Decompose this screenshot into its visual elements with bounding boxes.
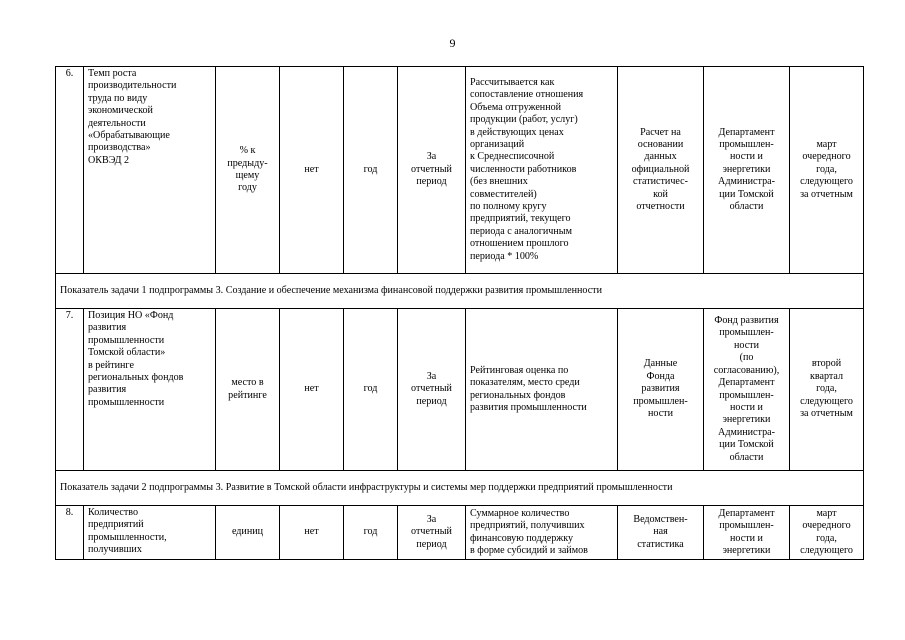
table-row: [56, 67, 864, 274]
time-cell: За отчетный период: [411, 370, 452, 407]
deadline-cell: март очередного года, следующего за отчетным: [800, 138, 853, 200]
method-cell: Рассчитывается как сопоставление отношения Объема отгруженной продукции (работ, услуг) в действующих ценах организаций к Среднесписочной численности работников (без внешних совместителей) по полному кругу предприятий, текущего периода с аналогичным отношением прошлого периода * 100%: [470, 76, 584, 262]
section-row: [56, 471, 864, 506]
source-cell: Данные Фонда развития промышлен- ности: [633, 358, 688, 420]
deadline-cell: второй квартал года, следующего за отчетным: [800, 358, 853, 420]
source-cell: Расчет на основании данных официальной статистичес- кой отчетности: [631, 126, 690, 213]
indicator-name: Количество предприятий промышленности, получивших: [88, 507, 167, 556]
method-cell: Рейтинговая оценка по показателям, место среди региональных фондов развития промышленности: [470, 364, 587, 413]
time-cell: За отчетный период: [411, 151, 452, 188]
responsible-cell: Фонд развития промышлен- ности (по согласованию), Департамент промышлен- ности и энергетики Администра- ции Томской области: [713, 315, 780, 463]
period-cell: год: [344, 67, 398, 274]
type-cell: нет: [280, 309, 344, 471]
period-cell: год: [344, 506, 398, 560]
period-cell: год: [344, 309, 398, 471]
table-row: [56, 309, 864, 471]
source-cell: Ведомствен- ная статистика: [633, 513, 688, 550]
unit-cell: место в рейтинге: [228, 377, 267, 401]
method-cell: Суммарное количество предприятий, получивших финансовую поддержку в форме субсидий и займов: [470, 507, 588, 556]
row-number: 6.: [56, 67, 84, 274]
deadline-cell: март очередного года, следующего: [800, 507, 853, 556]
responsible-cell: Департамент промышлен- ности и энергетики: [718, 507, 775, 556]
unit-cell: единиц: [216, 506, 280, 560]
row-number: 7.: [56, 309, 84, 471]
responsible-cell: Департамент промышлен- ности и энергетики Администра- ции Томской области: [718, 126, 775, 213]
page-number: 9: [449, 36, 456, 50]
unit-cell: % к предыду- щему году: [227, 145, 268, 194]
table-row: [56, 506, 864, 560]
time-cell: За отчетный период: [411, 513, 452, 550]
section-heading: Показатель задачи 1 подпрограммы 3. Создание и обеспечение механизма финансовой поддержки развития промышленности: [56, 274, 864, 309]
type-cell: нет: [280, 67, 344, 274]
indicators-table: [55, 66, 864, 560]
type-cell: нет: [280, 506, 344, 560]
indicator-name: Темп роста производительности труда по виду экономической деятельности «Обрабатывающие производства» ОКВЭД 2: [88, 68, 177, 166]
indicator-name: Позиция НО «Фонд развития промышленности Томской области» в рейтинге региональных фондов развития промышленности: [88, 310, 184, 408]
section-heading: Показатель задачи 2 подпрограммы 3. Развитие в Томской области инфраструктуры и системы мер поддержки предприятий промышленности: [56, 471, 864, 506]
section-row: [56, 274, 864, 309]
row-number: 8.: [56, 506, 84, 560]
